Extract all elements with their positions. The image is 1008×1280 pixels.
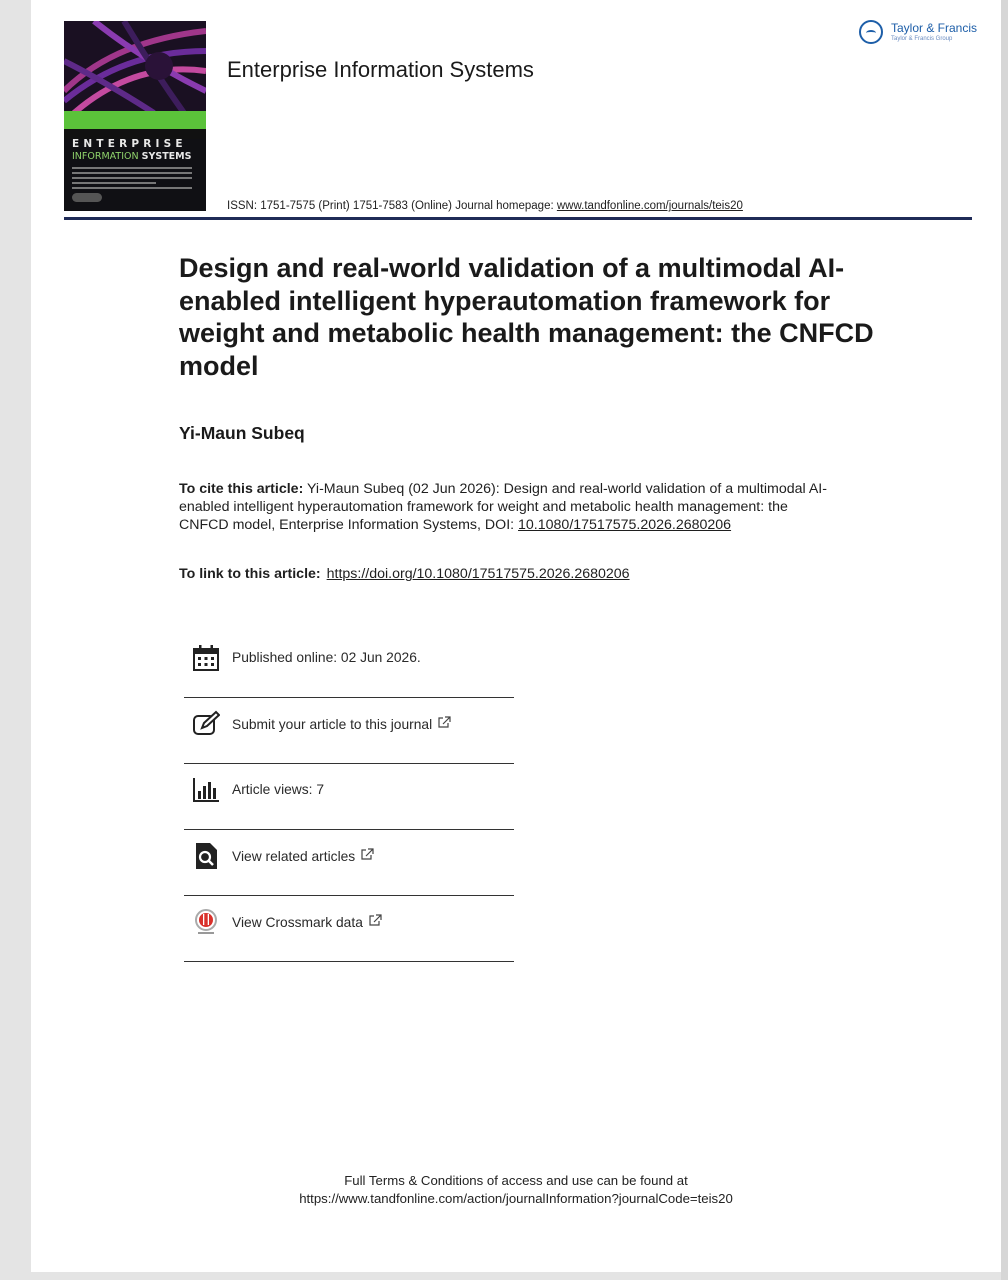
- cover-title: ENTERPRISE: [72, 138, 187, 150]
- header-divider: [64, 217, 972, 220]
- submit-article-link[interactable]: Submit your article to this journal: [232, 716, 451, 732]
- related-articles-link[interactable]: View related articles: [232, 848, 374, 864]
- publisher-group: Taylor & Francis Group: [891, 36, 953, 42]
- crossmark-item[interactable]: [184, 896, 514, 962]
- published-online-text: Published online: 02 Jun 2026.: [232, 650, 421, 665]
- search-document-icon: [192, 842, 220, 870]
- cover-artwork: [64, 21, 206, 113]
- published-online-item: [184, 632, 514, 698]
- article-info-list: [184, 632, 514, 962]
- publisher-logo[interactable]: [859, 18, 979, 50]
- issn-text: ISSN: 1751-7575 (Print) 1751-7583 (Online) Journal homepage:: [227, 200, 557, 212]
- publisher-logo-icon: [859, 20, 883, 44]
- external-link-icon: [361, 848, 374, 860]
- bar-chart-icon: [192, 776, 220, 804]
- cover-publisher-logo: [72, 193, 102, 202]
- article-author: Yi-Maun Subeq: [179, 423, 305, 443]
- crossmark-icon: [192, 908, 220, 936]
- cover-green-band: [64, 111, 206, 129]
- cover-subtitle: INFORMATION SYSTEMS: [72, 151, 192, 162]
- article-views-item: [184, 764, 514, 830]
- article-title: Design and real-world validation of a multimodal AI-enabled intelligent hyperautomation framework for weight and metabolic health management: the CNFCD model: [179, 253, 874, 381]
- cover-editor-lines: [72, 167, 192, 192]
- article-link-line: [179, 566, 630, 582]
- article-doi-link[interactable]: https://doi.org/10.1080/17517575.2026.2680206: [326, 566, 630, 582]
- citation-label: To cite this article:: [179, 481, 304, 497]
- external-link-icon: [438, 716, 451, 728]
- terms-url[interactable]: https://www.tandfonline.com/action/journalInformation?journalCode=teis20: [299, 1191, 733, 1206]
- edit-icon: [192, 710, 220, 738]
- issn-line: [227, 200, 743, 212]
- external-link-icon: [369, 914, 382, 926]
- article-views-text: Article views: 7: [232, 782, 325, 797]
- journal-cover-image[interactable]: [64, 21, 206, 211]
- citation-doi-link[interactable]: 10.1080/17517575.2026.2680206: [518, 517, 732, 533]
- publisher-name: Taylor & Francis: [891, 21, 978, 35]
- calendar-icon: [192, 644, 220, 672]
- related-articles-item[interactable]: [184, 830, 514, 896]
- terms-text: Full Terms & Conditions of access and use can be found at: [344, 1173, 688, 1188]
- submit-article-item[interactable]: [184, 698, 514, 764]
- citation-text: Yi-Maun Subeq (02 Jun 2026): Design and real-world validation of a multimodal AI-enabled intelligent hyperautomation framework for weight and metabolic health management: the CNFCD model, Enterprise Information Systems, DOI:: [179, 481, 827, 533]
- journal-homepage-link[interactable]: www.tandfonline.com/journals/teis20: [556, 200, 743, 212]
- crossmark-link[interactable]: View Crossmark data: [232, 914, 382, 930]
- terms-footer: [31, 1172, 1001, 1208]
- journal-name: Enterprise Information Systems: [227, 57, 534, 82]
- article-link-label: To link to this article:: [179, 566, 321, 582]
- citation-block: [179, 480, 829, 534]
- article-cover-page: [31, 0, 1001, 1272]
